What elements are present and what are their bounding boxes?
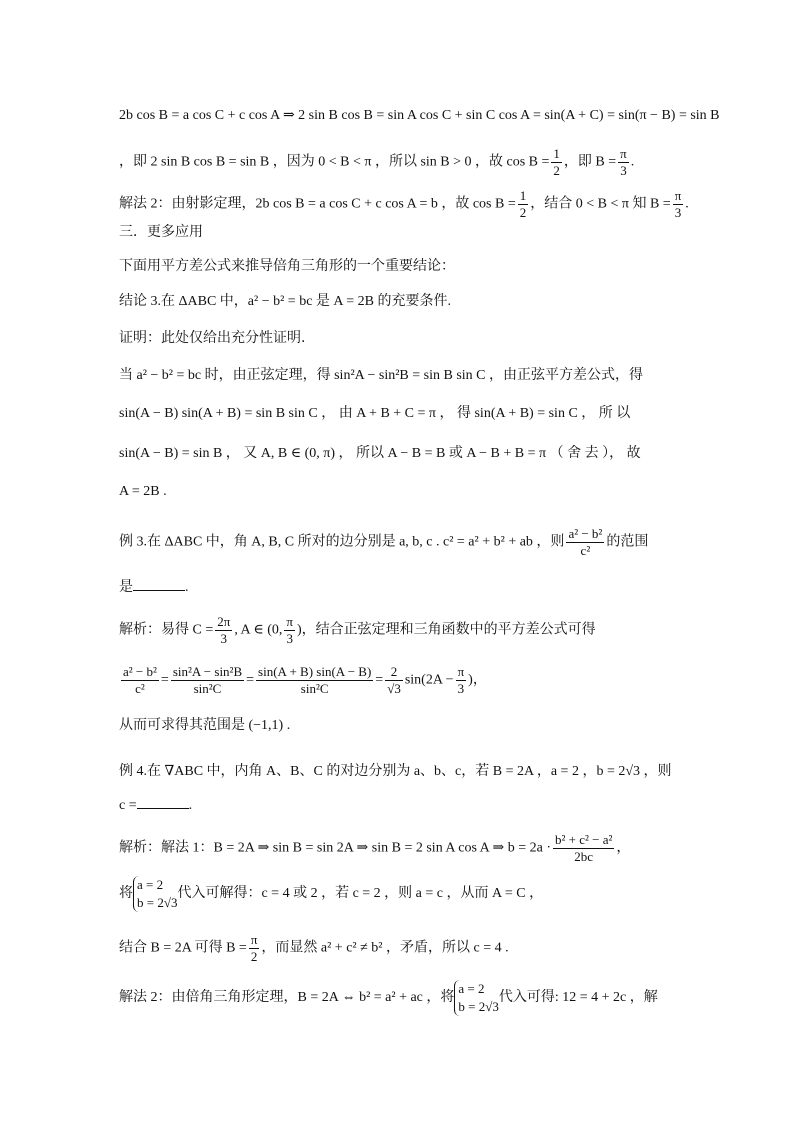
system-row: b = 2√3 xyxy=(458,999,499,1014)
text: sin(2A − xyxy=(404,672,454,688)
text: 解析：解法 1：B = 2A ⇒ sin B = sin 2A ⇒ sin B = 2 sin A cos A ⇒ b = 2a · xyxy=(119,840,551,856)
numerator: a² − b² xyxy=(568,526,603,541)
text: 代入可得: 12 = 4 + 2c ，解 xyxy=(498,990,658,1006)
text: ， xyxy=(616,840,631,856)
example-4-blank-line xyxy=(119,796,192,816)
fraction xyxy=(618,146,629,179)
text: 解析：易得 C = xyxy=(119,622,214,638)
numerator: 1 xyxy=(553,146,560,161)
proof-line-4: A = 2B . xyxy=(119,484,167,499)
example-3-blank-line xyxy=(119,578,189,598)
text: . xyxy=(685,196,689,212)
text: 的范围 xyxy=(606,534,649,550)
section-heading: 三．更多应用 xyxy=(119,224,203,240)
numerator: 1 xyxy=(519,188,527,203)
equation-system xyxy=(133,876,177,912)
fraction xyxy=(456,664,467,697)
text: , A ∈ (0, xyxy=(234,622,283,638)
analysis-4-line-3 xyxy=(119,932,509,965)
numerator: b² + c² − a² xyxy=(554,832,613,847)
proof-line-2: sin(A − B) sin(A + B) = sin B sin C ， 由 A + B + C = π ， 得 sin(A + B) = sin C ， 所 以 xyxy=(119,406,631,421)
text: )， xyxy=(468,672,487,688)
fraction xyxy=(673,188,684,221)
answer-blank xyxy=(137,796,189,809)
numerator: a² − b² xyxy=(123,664,157,679)
fraction xyxy=(518,188,529,221)
text: 是 xyxy=(119,580,133,595)
intro-line: 下面用平方差公式来推导倍角三角形的一个重要结论： xyxy=(119,258,455,274)
numerator: π xyxy=(286,614,293,629)
text: = xyxy=(375,672,384,688)
analysis-4-method-2-line xyxy=(119,980,658,1016)
numerator: π xyxy=(250,932,258,947)
fraction xyxy=(566,526,604,559)
text: ，即 2 sin B cos B = sin B ，因为 0 < B < π ，所以 sin B > 0 ，故 cos B = xyxy=(119,154,550,170)
fraction xyxy=(284,614,295,647)
text: ，而显然 a² + c² ≠ b² ，矛盾，所以 c = 4 . xyxy=(261,940,509,956)
example-3-line xyxy=(119,526,648,559)
fraction xyxy=(385,664,403,697)
proof-line-3: sin(A − B) = sin B ， 又 A, B ∈ (0, π) ， 所以 A − B = B 或 A − B + B = π （ 舍 去 ）， 故 xyxy=(119,446,641,461)
analysis-3-line xyxy=(119,614,596,647)
text: ，结合 0 < B < π 知 B = xyxy=(530,196,671,212)
numerator: π xyxy=(620,146,627,161)
fraction xyxy=(256,664,373,697)
text: 解法 2：由射影定理，2b cos B = a cos C + c cos A = b ，故 cos B = xyxy=(119,196,516,212)
conclusion-3-line: 结论 3.在 ΔABC 中，a² − b² = bc 是 A = 2B 的充要条件. xyxy=(119,294,451,309)
system-row: a = 2 xyxy=(137,877,164,892)
solution-derivation-line: 2b cos B = a cos C + c cos A ⇒ 2 sin B cos B = sin A cos C + sin C cos A = sin(A + C) = sin(π − B) = sin B xyxy=(119,108,720,123)
system-row: a = 2 xyxy=(458,981,485,996)
text: ，即 B = xyxy=(563,154,617,170)
answer-blank xyxy=(133,578,185,591)
text: 结合 B = 2A 可得 B = xyxy=(119,940,247,956)
fraction xyxy=(215,614,232,647)
proof-line-1: 当 a² − b² = bc 时，由正弦定理，得 sin²A − sin²B = sin B sin C ，由正弦平方差公式，得 xyxy=(119,368,644,383)
analysis-4-line-1 xyxy=(119,832,630,865)
fraction xyxy=(121,664,159,697)
numerator: sin²A − sin²B xyxy=(172,664,243,679)
denominator: 2 xyxy=(553,163,560,178)
denominator: √3 xyxy=(387,681,401,696)
text: 将 xyxy=(119,886,133,902)
system-row: b = 2√3 xyxy=(137,895,178,910)
text: 代入可解得：c = 4 或 2 ，若 c = 2 ，则 a = c ，从而 A = C ， xyxy=(177,886,544,902)
fraction xyxy=(553,832,614,865)
denominator: 2 xyxy=(519,205,527,220)
denominator: 3 xyxy=(457,681,465,696)
example-4-line: 例 4.在 ∇ABC 中，内角 A、B、C 的对边分别为 a、b、c，若 B = 2A ，a = 2 ，b = 2√3 ，则 xyxy=(119,764,672,779)
numerator: sin(A + B) sin(A − B) xyxy=(258,664,372,679)
numerator: π xyxy=(674,188,682,203)
denominator: sin²C xyxy=(193,681,222,696)
text: = xyxy=(160,672,169,688)
numerator: 2 xyxy=(385,664,403,681)
text: 例 3.在 ΔABC 中，角 A, B, C 所对的边分别是 a, b, c . c² = a² + b² + ab ，则 xyxy=(119,534,565,550)
denominator: 3 xyxy=(620,163,627,178)
analysis-4-line-2 xyxy=(119,876,543,912)
text: )，结合正弦定理和三角函数中的平方差公式可得 xyxy=(296,622,596,638)
range-result-line: 从而可求得其范围是 (−1,1) . xyxy=(119,718,291,733)
denominator: 3 xyxy=(286,631,293,646)
text: . xyxy=(630,154,635,170)
text: . xyxy=(188,798,193,813)
denominator: 3 xyxy=(674,205,682,220)
method-2-line xyxy=(119,188,689,221)
conclusion-line-b xyxy=(119,146,634,179)
denominator: 2bc xyxy=(574,849,594,864)
denominator: 2 xyxy=(250,949,258,964)
denominator: sin²C xyxy=(300,681,329,696)
denominator: c² xyxy=(135,681,145,696)
numerator: π xyxy=(457,664,465,679)
denominator: 3 xyxy=(220,631,228,646)
numerator: 2π xyxy=(217,614,231,629)
fraction xyxy=(551,146,562,179)
fraction xyxy=(249,932,260,965)
fraction xyxy=(171,664,244,697)
equation-system xyxy=(454,980,498,1016)
text: . xyxy=(185,580,189,595)
text: 解法 2：由倍角三角形定理，B = 2A ⇔ b² = a² + ac ，将 xyxy=(119,990,455,1006)
denominator: c² xyxy=(580,543,591,558)
proof-intro-line: 证明：此处仅给出充分性证明. xyxy=(119,330,306,346)
text: = xyxy=(246,672,255,688)
text: c = xyxy=(119,798,137,813)
analysis-3-equation xyxy=(119,664,487,697)
